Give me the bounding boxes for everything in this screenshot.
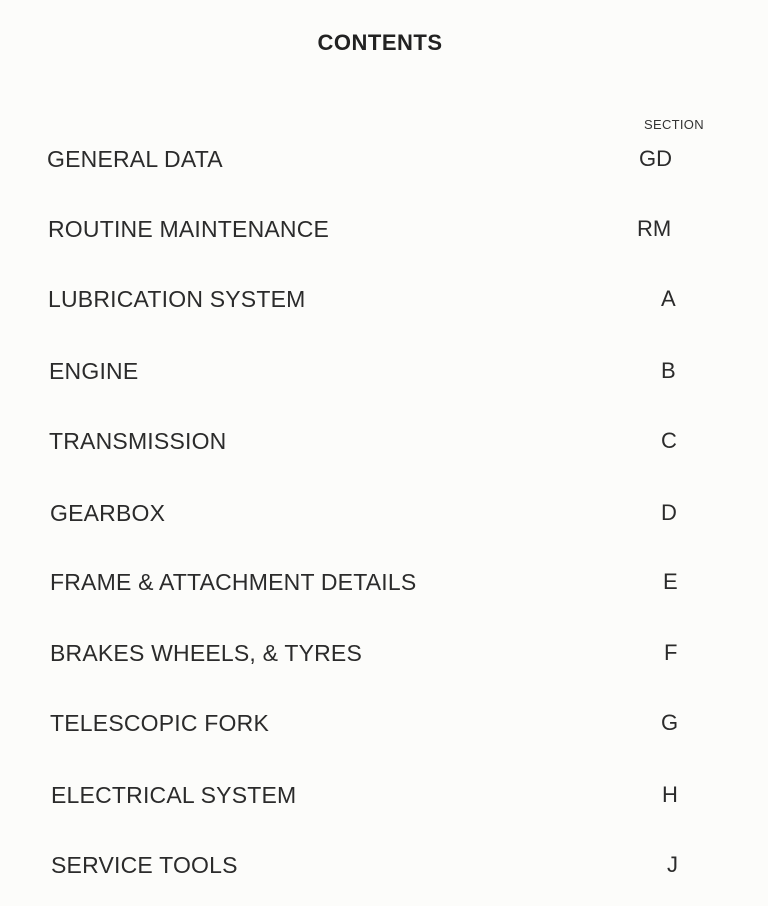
toc-entry-section-code: F [664,640,678,665]
toc-entry-brakes-wheels-tyres [0,640,768,680]
toc-entry-transmission [0,428,768,468]
toc-entry-service-tools [0,852,768,892]
toc-entry-title: BRAKES WHEELS, & TYRES [50,640,363,666]
toc-entry-section-code: J [667,852,678,877]
toc-entry-section-code: D [661,500,677,525]
toc-entry-section-code: E [663,569,678,594]
toc-entry-title: ROUTINE MAINTENANCE [48,216,330,242]
toc-entry-section-code: RM [637,216,672,241]
toc-entry-engine [0,358,768,398]
section-column-header: SECTION [644,117,704,132]
toc-entry-title: TRANSMISSION [49,428,227,454]
toc-entry-title: FRAME & ATTACHMENT DETAILS [50,569,417,595]
toc-entry-section-code: C [661,428,677,453]
toc-entry-section-code: A [661,286,676,311]
toc-entry-gearbox [0,500,768,540]
toc-entry-title: ELECTRICAL SYSTEM [51,782,297,808]
toc-entry-lubrication-system [0,286,768,326]
toc-entry-title: TELESCOPIC FORK [50,710,269,736]
toc-entry-section-code: B [661,358,676,383]
toc-entry-general-data [0,146,768,186]
toc-entry-title: GEARBOX [50,500,166,526]
toc-entry-section-code: G [661,710,679,735]
toc-entry-title: SERVICE TOOLS [51,852,238,878]
toc-entry-telescopic-fork [0,710,768,750]
toc-entry-section-code: GD [639,146,672,171]
toc-entry-frame-attachment-details [0,569,768,609]
toc-entry-routine-maintenance [0,216,768,256]
toc-entry-section-code: H [662,782,678,807]
toc-entry-title: LUBRICATION SYSTEM [48,286,306,312]
toc-entry-title: GENERAL DATA [47,146,223,172]
page-title: CONTENTS [317,30,443,55]
toc-entry-title: ENGINE [49,358,139,384]
toc-entry-electrical-system [0,782,768,822]
